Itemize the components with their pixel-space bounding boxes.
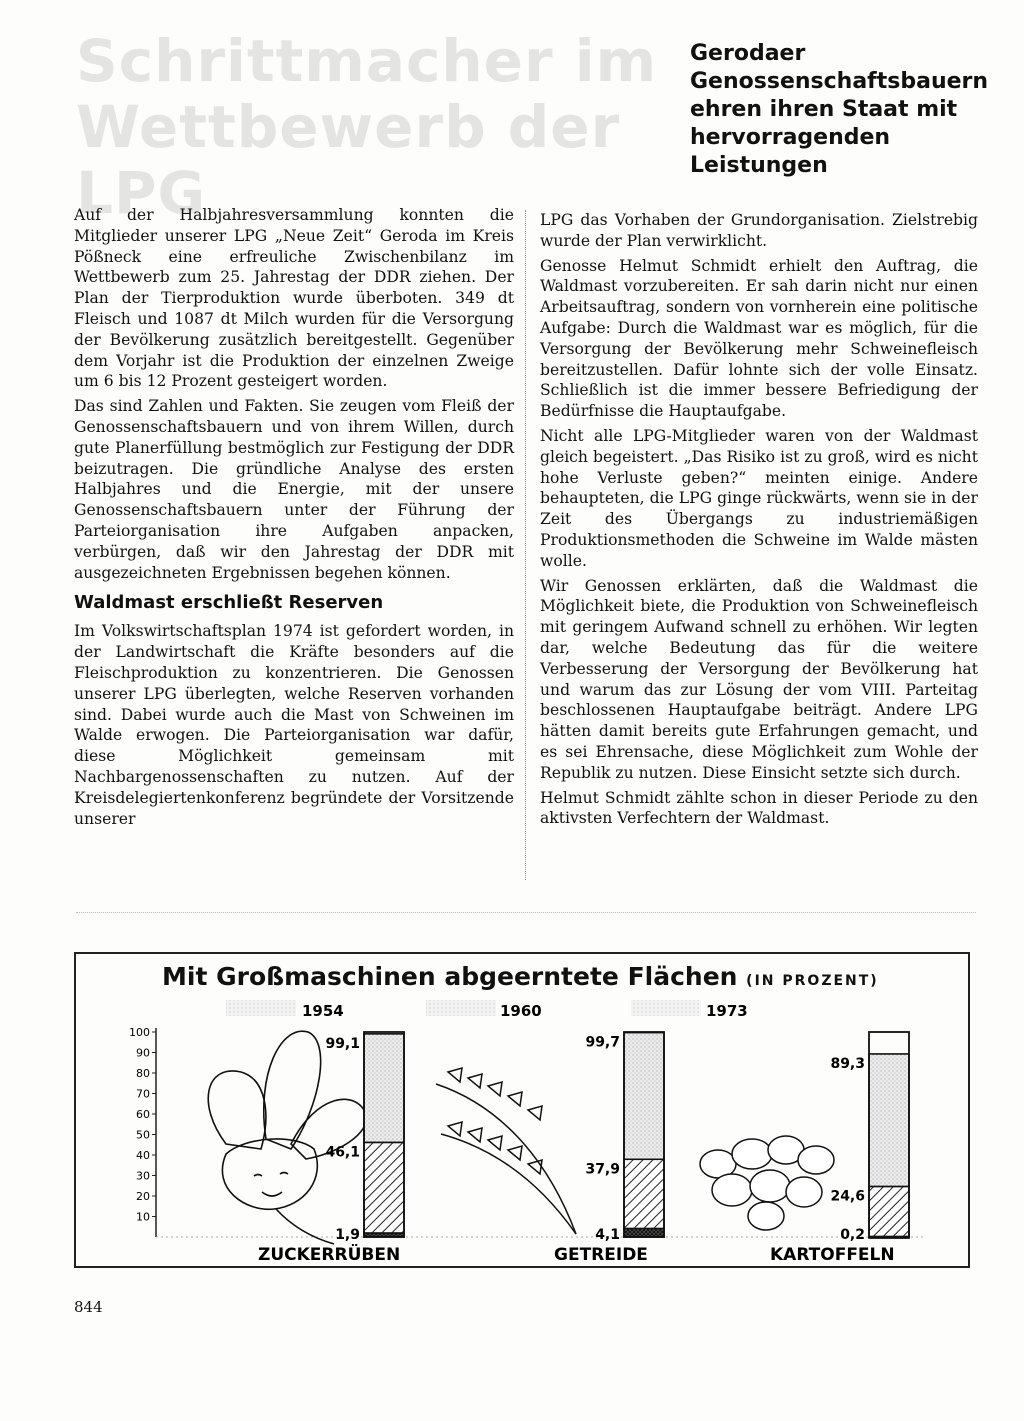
paragraph: Nicht alle LPG-Mitglieder waren von der Waldmast gleich begeistert. „Das Risiko ist zu groß, wird es nicht hohe Verluste geben?“ meinten einige. Andere behaupteten, die LPG ginge rückwärts, wenn sie in der Zeit des Übergangs zu industriemäßigen Produktionsmethoden die Schweine im Walde mästen wolle. [540,426,978,570]
category-label: KARTOFFELN [770,1245,895,1265]
bar-segment-1973 [869,1054,909,1187]
y-tick-label: 70 [136,1087,150,1101]
bar-segment-1960 [364,1142,404,1233]
left-column [74,205,514,833]
legend-swatch-1973 [631,1000,701,1016]
faded-title: Schrittmacher im Wettbewerb der LPG [76,27,658,227]
chart [76,954,968,1266]
dotted-divider [76,912,976,913]
legend-swatch-1960 [426,1000,496,1016]
bar-segment-1973 [624,1033,664,1160]
category-label: ZUCKERRÜBEN [258,1245,401,1265]
y-tick-label: 30 [136,1169,150,1183]
value-label: 99,7 [585,1034,620,1051]
value-label: 0,2 [840,1227,865,1243]
y-tick-label: 100 [129,1026,150,1039]
paragraph: Das sind Zahlen und Fakten. Sie zeugen vom Fleiß der Genossenschaftsbauern und von ihrem Willen, durch gute Planerfüllung bestmöglich zur Festigung der DDR beizutragen. Die gründliche Analyse des ersten Halbjahres und die Energie, mit der unsere Genossenschaftsbauern unter der Führung der Parteiorganisation ihre Aufgaben anpacken, verbürgen, daß wir den Jahrestag der DDR mit ausgezeichneten Ergebnissen begehen können. [74,397,514,582]
value-label: 1,9 [335,1227,360,1243]
page-number: 844 [74,1298,103,1316]
category-label: GETREIDE [554,1245,648,1265]
legend-swatch-1954 [226,1000,296,1016]
bar-segment-1960 [624,1159,664,1228]
paragraph: LPG das Vorhaben der Grundorganisation. Zielstrebig wurde der Plan verwirklicht. [540,211,978,250]
subheadline: Gerodaer Genossenschaftsbauern ehren ihren Staat mit hervorragenden Leistungen [690,41,989,178]
bar-segment-1960 [869,1187,909,1237]
value-label: 37,9 [585,1161,620,1178]
paragraph: Auf der Halbjahresversammlung konnten die Mitglieder unserer LPG „Neue Zeit“ Geroda im Kreis Pößneck eine erfreuliche Zwischenbilanz im Wettbewerb zum 25. Jahrestag der DDR ziehen. Der Plan der Tierproduktion wurde überboten. 349 dt Fleisch und 1087 dt Milch wurden für die Versorgung der Bevölkerung zusätzlich bereitgestellt. Gegenüber dem Vorjahr ist die Produktion der einzelnen Zweige um 6 bis 12 Prozent gesteigert worden. [74,206,514,391]
y-tick-label: 80 [136,1067,150,1080]
legend-year-label: 1973 [706,1002,748,1020]
paragraph: Helmut Schmidt zählte schon in dieser Periode zu den aktivsten Verfechtern der Waldmast. [540,788,978,828]
wheat-illustration [436,1068,576,1234]
right-column [540,210,978,833]
y-tick-label: 10 [136,1210,150,1224]
y-tick-label: 50 [136,1128,150,1142]
value-label: 46,1 [325,1144,360,1161]
chart-title-unit: (IN PROZENT) [746,973,879,989]
legend-year-label: 1960 [500,1002,542,1020]
chart-frame [74,952,970,1268]
value-label: 24,6 [830,1188,865,1205]
paragraph: Wir Genossen erklärten, daß die Waldmast die Möglichkeit biete, die Produktion von Schweinefleisch mit geringem Aufwand schnell zu erhöhen. Wir legten dar, welche Bedeutung das für die weitere Verbesserung der Versorgung der Bevölkerung hat und warum das zur Lösung der vom VIII. Parteitag beschlossenen Hauptaufgabe beiträgt. Andere LPG hätten damit bereits gute Erfahrungen gemacht, und es sei Ehrensache, diese Möglichkeit zum Wohle der Republik zu nutzen. Diese Einsicht setzte sich durch. [540,576,978,782]
bar-segment-1954 [624,1229,664,1237]
value-label: 89,3 [830,1055,865,1072]
paragraph: Im Volkswirtschaftsplan 1974 ist gefordert worden, in der Landwirtschaft die Kräfte besonders auf die Fleischproduktion zu konzentrieren. Die Genossen unserer LPG überlegten, welche Reserven vorhanden sind. Dabei wurde auch die Mast von Schweinen im Walde erwogen. Die Parteiorganisation war dafür, diese Möglichkeit gemeinsam mit Nachbargenossenschaften zu nutzen. Auf der Kreisdelegiertenkonferenz begründete der Vorsitzende unserer [74,622,514,828]
column-divider [525,210,527,880]
y-tick-label: 60 [136,1108,150,1121]
potatoes-illustration [700,1136,834,1230]
y-axis-ticks [129,1026,156,1224]
y-tick-label: 40 [136,1149,150,1162]
legend-year-label: 1954 [302,1002,344,1020]
y-tick-label: 90 [136,1046,150,1060]
chart-title-text: Mit Großmaschinen abgeerntete Flächen [162,962,738,991]
section-heading: Waldmast erschließt Reserven [74,592,384,614]
paragraph: Genosse Helmut Schmidt erhielt den Auftrag, die Waldmast vorzubereiten. Er sah darin nicht nur einen Arbeitsauftrag, sondern von vornherein eine politische Aufgabe: Durch die Waldmast war es möglich, für die Versorgung der Bevölkerung mehr Schweinefleisch bereitzustellen. Dafür lohnte sich der volle Einsatz. Schließlich ist die immer bessere Befriedigung der Bedürfnisse die Hauptaufgabe. [540,256,978,421]
y-tick-label: 20 [136,1190,150,1203]
value-label: 4,1 [595,1227,620,1243]
sugar-beet-illustration [208,1031,366,1244]
bar-segment-1973 [364,1034,404,1143]
value-label: 99,1 [325,1035,360,1052]
